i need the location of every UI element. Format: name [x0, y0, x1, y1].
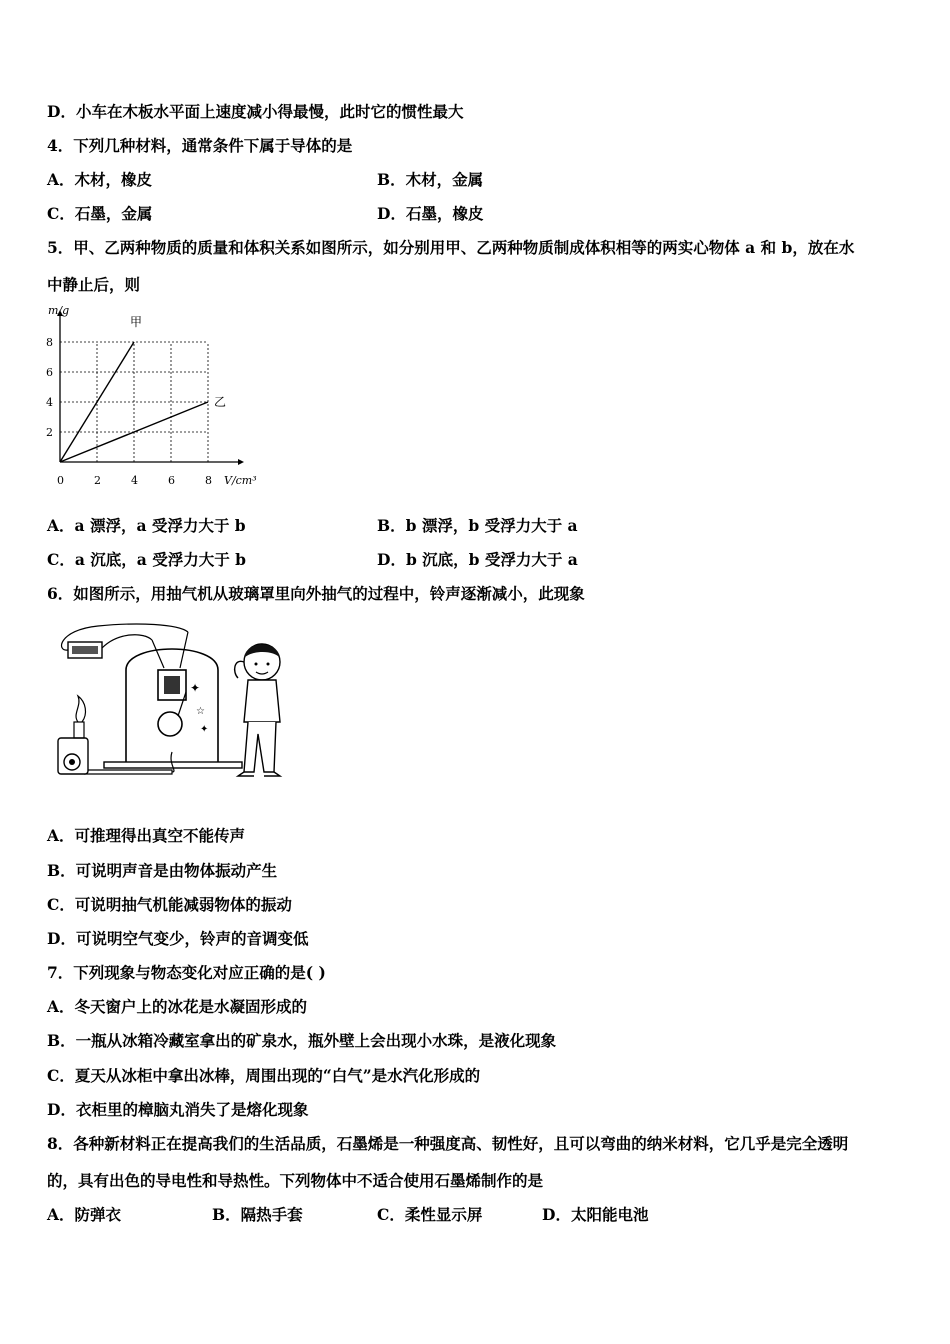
q8-option-d: D．太阳能电池: [542, 1205, 649, 1224]
q5-option-a: A．a 漂浮，a 受浮力大于 b: [47, 516, 246, 535]
q4-options-row2: [47, 204, 484, 224]
q7-option-b: B．一瓶从冰箱冷藏室拿出的矿泉水，瓶外壁上会出现小水珠，是液化现象: [47, 1031, 557, 1050]
q8-stem-line1: 8．各种新材料正在提高我们的生活品质，石墨烯是一种强度高、韧性好，且可以弯曲的纳米材料，它几乎是完全透明: [47, 1134, 849, 1153]
chart-labels: [46, 304, 257, 487]
bell-jar-pump-figure: [48, 622, 300, 784]
q5-options-row1: [47, 516, 578, 536]
y-tick-label: 8: [46, 336, 53, 349]
series-label-jia: 甲: [130, 315, 143, 329]
q5-stem-line1: 5．甲、乙两种物质的质量和体积关系如图所示，如分别用甲、乙两种物质制成体积相等的两实心物体 a 和 b，放在水: [47, 238, 855, 257]
svg-text:✦: ✦: [200, 724, 209, 735]
q6-option-a: A．可推理得出真空不能传声: [47, 826, 246, 845]
x-tick-label: 4: [131, 474, 138, 487]
q6-stem: 6．如图所示，用抽气机从玻璃罩里向外抽气的过程中，铃声逐渐减小，此现象: [47, 584, 585, 603]
mass-volume-chart: [40, 300, 280, 500]
series-label-yi: 乙: [214, 395, 227, 409]
q8-stem-line2: 的，具有出色的导电性和导热性。下列物体中不适合使用石墨烯制作的是: [47, 1171, 544, 1190]
q5-option-c: C．a 沉底，a 受浮力大于 b: [47, 550, 246, 569]
x-tick-label: 2: [94, 474, 101, 487]
x-tick-label: 8: [205, 474, 212, 487]
q6-option-d: D．可说明空气变少，铃声的音调变低: [47, 929, 309, 948]
x-axis-arrow: [238, 459, 244, 465]
x-axis-label: V/cm³: [224, 474, 257, 487]
q7-stem: 7．下列现象与物态变化对应正确的是( ): [47, 963, 326, 982]
y-tick-label: 4: [46, 396, 53, 409]
x-tick-label: 0: [57, 474, 64, 487]
q6-option-c: C．可说明抽气机能减弱物体的振动: [47, 895, 292, 914]
q7-option-d: D．衣柜里的樟脑丸消失了是熔化现象: [47, 1100, 309, 1119]
q4-option-b: B．木材，金属: [377, 170, 484, 189]
svg-text:☆: ☆: [196, 706, 205, 717]
q8-option-a: A．防弹衣: [47, 1205, 122, 1224]
q5-stem-line2: 中静止后，则: [47, 275, 141, 294]
chart-axes: [57, 310, 244, 465]
q8-option-c: C．柔性显示屏: [377, 1205, 483, 1224]
chart-grid: [60, 342, 208, 462]
q6-option-b: B．可说明声音是由物体振动产生: [47, 861, 278, 880]
x-tick-label: 6: [168, 474, 175, 487]
q4-options-row1: [47, 170, 484, 190]
q4-option-c: C．石墨，金属: [47, 204, 153, 223]
sound-star-icon: ✦: [190, 681, 201, 695]
y-tick-label: 6: [46, 366, 53, 379]
q5-options-row2: [47, 550, 578, 570]
q7-option-a: A．冬天窗户上的冰花是水凝固形成的: [47, 997, 308, 1016]
y-axis-label: m/g: [48, 304, 70, 317]
q7-option-c: C．夏天从冰柜中拿出冰棒，周围出现的“白气”是水汽化形成的: [47, 1066, 481, 1085]
q5-option-d: D．b 沉底，b 受浮力大于 a: [377, 550, 578, 569]
q8-options: [47, 1205, 649, 1225]
q5-option-b: B．b 漂浮，b 受浮力大于 a: [377, 516, 578, 535]
listening-boy: [235, 644, 280, 776]
y-tick-label: 2: [46, 426, 53, 439]
q4-option-d: D．石墨，橡皮: [377, 204, 484, 223]
q3-option-d: D．小车在木板水平面上速度减小得最慢，此时它的惯性最大: [47, 102, 464, 121]
q8-option-b: B．隔热手套: [212, 1205, 303, 1224]
q4-stem: 4．下列几种材料，通常条件下属于导体的是: [47, 136, 353, 155]
q4-option-a: A．木材，橡皮: [47, 170, 153, 189]
